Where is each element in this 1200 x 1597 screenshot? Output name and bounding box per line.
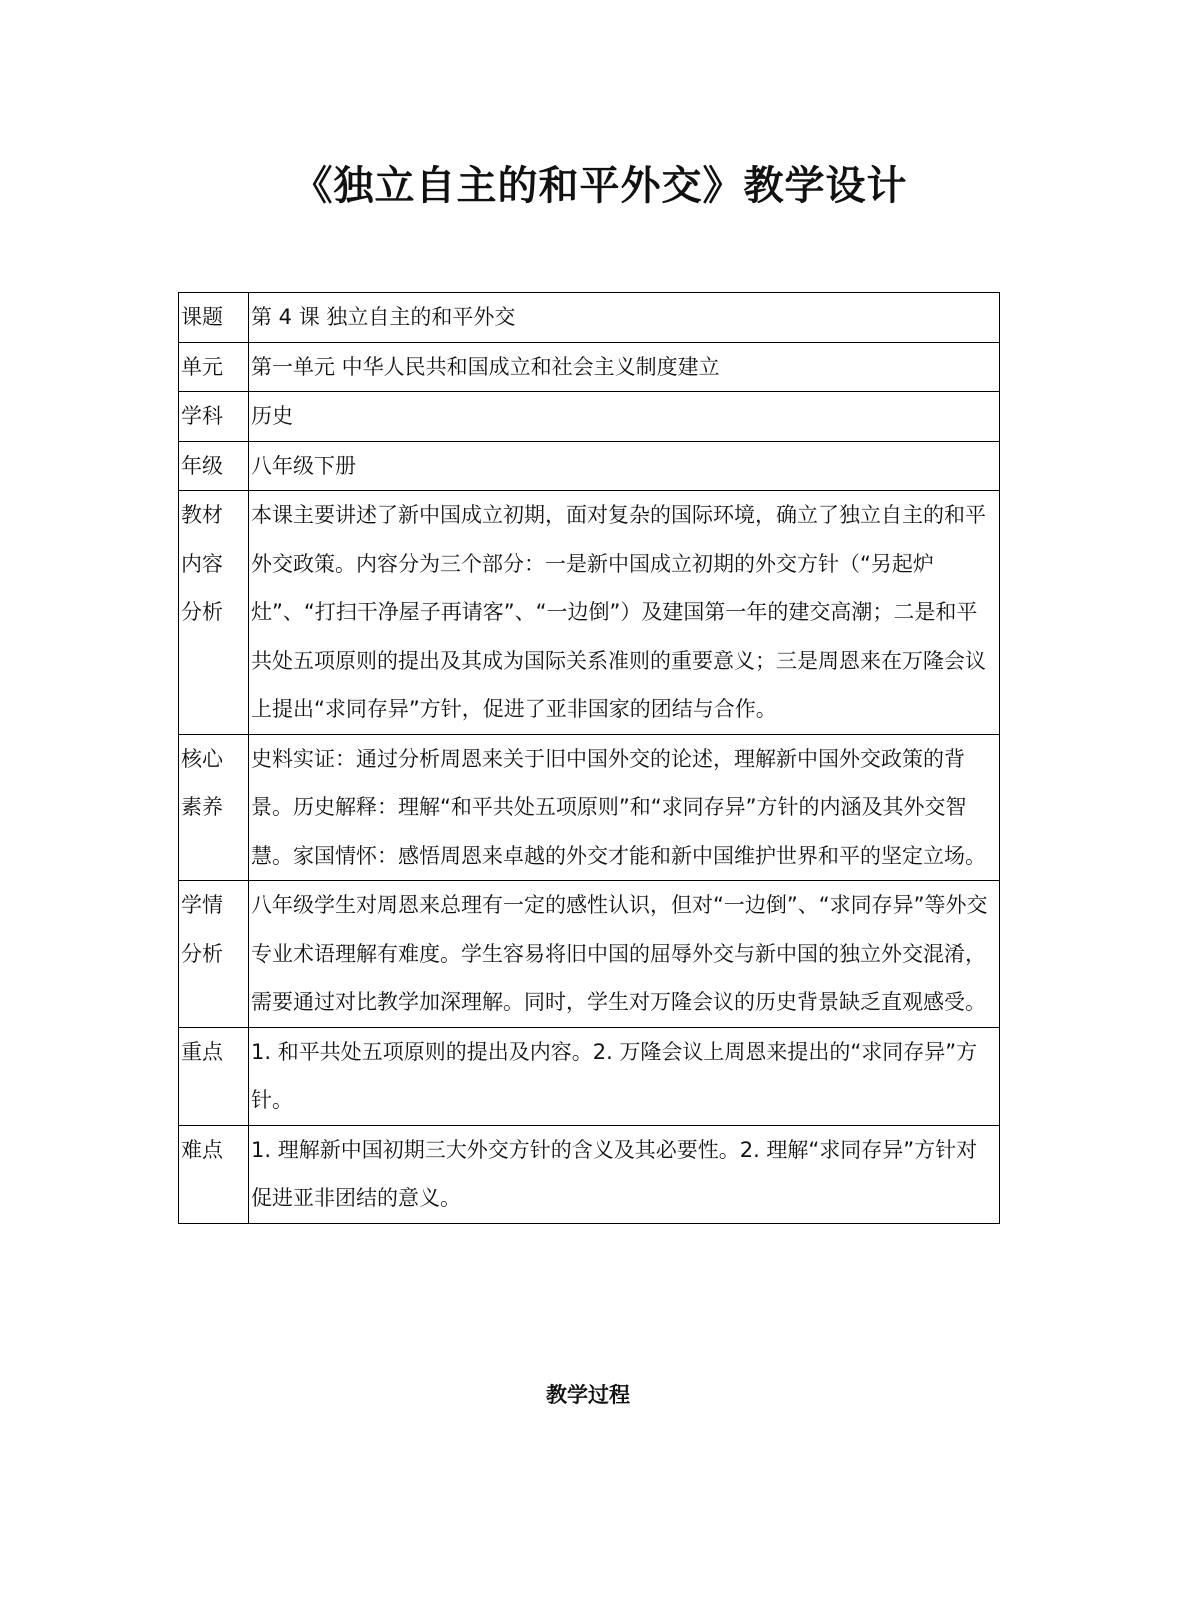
table-row xyxy=(179,293,1000,343)
row-label: 年级 xyxy=(179,441,249,491)
table-row xyxy=(179,1125,1000,1223)
row-label: 核心 素养 xyxy=(179,734,249,881)
row-content: 1. 和平共处五项原则的提出及内容。2. 万隆会议上周恩来提出的“求同存异”方针。 xyxy=(249,1027,1000,1125)
row-content: 本课主要讲述了新中国成立初期，面对复杂的国际环境，确立了独立自主的和平外交政策。内容分为三个部分：一是新中国成立初期的外交方针（“另起炉灶”、“打扫干净屋子再请客”、“一边倒”）及建国第一年的建交高潮；二是和平共处五项原则的提出及其成为国际关系准则的重要意义；三是周恩来在万隆会议上提出“求同存异”方针，促进了亚非国家的团结与合作。 xyxy=(249,491,1000,735)
table-row xyxy=(179,1027,1000,1125)
table-row xyxy=(179,734,1000,881)
row-content: 1. 理解新中国初期三大外交方针的含义及其必要性。2. 理解“求同存异”方针对促进亚非团结的意义。 xyxy=(249,1125,1000,1223)
row-content: 历史 xyxy=(249,392,1000,442)
table-row xyxy=(179,342,1000,392)
row-label: 学情 分析 xyxy=(179,881,249,1028)
row-content: 八年级下册 xyxy=(249,441,1000,491)
table-row xyxy=(179,441,1000,491)
row-label: 课题 xyxy=(179,293,249,343)
row-label: 教材 内容 分析 xyxy=(179,491,249,735)
document-title: 《独立自主的和平外交》教学设计 xyxy=(292,163,908,209)
row-content: 第 4 课 独立自主的和平外交 xyxy=(249,293,1000,343)
row-content: 八年级学生对周恩来总理有一定的感性认识，但对“一边倒”、“求同存异”等外交专业术语理解有难度。学生容易将旧中国的屈辱外交与新中国的独立外交混淆，需要通过对比教学加深理解。同时，学生对万隆会议的历史背景缺乏直观感受。 xyxy=(249,881,1000,1028)
row-label: 重点 xyxy=(179,1027,249,1125)
row-label: 学科 xyxy=(179,392,249,442)
row-content: 第一单元 中华人民共和国成立和社会主义制度建立 xyxy=(249,342,1000,392)
row-content: 史料实证：通过分析周恩来关于旧中国外交的论述，理解新中国外交政策的背景。历史解释：理解“和平共处五项原则”和“求同存异”方针的内涵及其外交智慧。家国情怀：感悟周恩来卓越的外交才能和新中国维护世界和平的坚定立场。 xyxy=(249,734,1000,881)
table-row xyxy=(179,491,1000,735)
table-row xyxy=(179,392,1000,442)
section-heading: 教学过程 xyxy=(546,1383,630,1407)
table-row xyxy=(179,881,1000,1028)
row-label: 单元 xyxy=(179,342,249,392)
lesson-info-table xyxy=(178,292,1000,1224)
row-label: 难点 xyxy=(179,1125,249,1223)
